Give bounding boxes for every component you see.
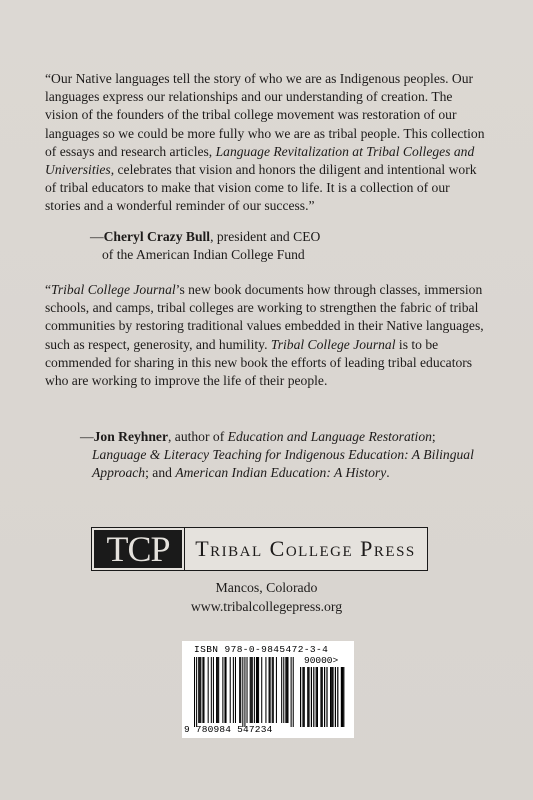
publisher-logo-mark: TCP — [92, 528, 184, 570]
barcode-bar — [194, 657, 195, 727]
barcode-bar — [244, 657, 245, 727]
barcode-bar — [233, 657, 234, 723]
barcode-bar — [273, 657, 274, 723]
barcode-bar — [247, 657, 248, 723]
attribution1-dash: — — [90, 229, 104, 244]
attribution-crazy-bull — [90, 228, 320, 264]
barcode-bar — [254, 657, 255, 723]
barcode-bar — [222, 657, 223, 723]
barcode-bar — [199, 657, 200, 723]
barcode-bar — [239, 657, 240, 723]
attribution2-dash: — — [80, 429, 94, 444]
quote-crazy-bull — [45, 70, 485, 216]
addon-bar — [330, 667, 331, 727]
attribution1-org: of the American Indian College Fund — [102, 247, 305, 263]
publisher-logo-name: Tribal College Press — [195, 536, 416, 561]
quote2-journal: Tribal College Journal — [51, 282, 176, 297]
barcode-bar — [202, 657, 203, 723]
barcode-bar — [269, 657, 270, 723]
barcode-bar — [281, 657, 282, 723]
barcode-bar — [258, 657, 259, 723]
isbn-barcode — [182, 641, 354, 738]
addon-bar — [302, 667, 303, 727]
attribution1-author: Cheryl Crazy Bull — [103, 229, 211, 244]
addon-bar — [341, 667, 342, 727]
barcode-bar — [226, 657, 227, 723]
barcode-bar — [256, 657, 257, 723]
attribution2-book3: American Indian Education: A History — [175, 465, 387, 481]
addon-bar — [335, 667, 336, 727]
barcode-bar — [213, 657, 214, 723]
barcode-bar — [211, 657, 212, 723]
attribution-reyhner — [80, 428, 500, 483]
attribution2-end: . — [386, 465, 390, 481]
addon-bar — [304, 667, 305, 727]
barcode-bar — [276, 657, 277, 723]
barcode-bar — [250, 657, 251, 723]
addon-bar — [320, 667, 321, 727]
barcode-bar — [200, 657, 201, 723]
addon-bar — [300, 667, 301, 727]
barcode-bar — [293, 657, 294, 727]
quote1-text-part2: , celebrates that vision and honors the diligent and intentional work of tribal educators to make that vision come to life. It is a collection of our stories and a wonderful reminder of our success.” — [45, 162, 477, 214]
barcode-bar — [270, 657, 271, 723]
barcode-digits: 9 780984 547234 — [184, 724, 273, 735]
quote2-text-part2: is to be commended for sharing in this new book the efforts of leading tribal educators who are working to improve the life of their people. — [45, 336, 473, 389]
addon-bar — [331, 667, 332, 727]
quote-reyhner — [45, 281, 485, 390]
addon-bar — [343, 667, 344, 727]
quote2-open-mark: “ — [45, 282, 52, 297]
barcode-bar — [286, 657, 287, 723]
barcode-bar — [218, 657, 219, 723]
addon-bar — [307, 667, 308, 727]
addon-bar — [308, 667, 309, 727]
attribution1-role: , president and CEO — [210, 229, 321, 244]
quote2-text-part1: ’s new book documents how through classes, immersion schools, and camps, tribal colleges are working to strengthen the fabric of tribal communities by restoring traditional values embedded in their Native languages, such as respect, generosity, and humility. — [45, 282, 484, 352]
barcode-bar — [224, 657, 225, 723]
quote1-book-title: Language Revitalization at Tribal Colleges and Universities — [45, 143, 475, 178]
price-code: 90000> — [304, 655, 339, 666]
addon-bar — [316, 667, 317, 727]
publisher-location: Mancos, Colorado — [215, 580, 318, 595]
addon-bar — [317, 667, 318, 727]
barcode-bar — [203, 657, 204, 723]
barcode-bar — [216, 657, 217, 723]
attribution2-sep1: ; — [431, 429, 436, 444]
barcode-bar — [283, 657, 284, 723]
barcode-bar — [251, 657, 252, 723]
attribution2-sep2: ; and — [145, 465, 176, 481]
addon-bar — [311, 667, 312, 727]
attribution2-book1: Education and Language Restoration — [227, 429, 432, 444]
barcode-bar — [285, 657, 286, 723]
barcode-bar — [235, 657, 236, 723]
quote1-text-part1: “Our Native languages tell the story of who we are as Indigenous peoples. Our languages express our relationships and our understanding of creation. The vision of the founders of the tribal college movement was restoration of our languages so we could be more fully who we are as tribal people. This collection of essays and research articles, — [45, 71, 485, 159]
barcode-bar — [265, 657, 266, 723]
barcode-bar — [217, 657, 218, 723]
barcode-bar — [261, 657, 262, 723]
quote2-journal-2: Tribal College Journal — [270, 336, 396, 352]
isbn-label: ISBN 978-0-9845472-3-4 — [194, 644, 329, 655]
attribution2-author: Jon Reyhner — [93, 429, 168, 444]
publisher-logo — [91, 527, 428, 571]
addon-bar — [326, 667, 327, 727]
barcode-bar — [196, 657, 197, 727]
barcode-bar — [242, 657, 243, 727]
addon-bar — [313, 667, 314, 727]
addon-bar — [322, 667, 323, 727]
barcode-bar — [257, 657, 258, 723]
barcode-bar — [198, 657, 199, 723]
addon-bar — [332, 667, 333, 727]
barcode-bar — [208, 657, 209, 723]
attribution2-role: , author of — [167, 429, 228, 444]
barcode-bar — [240, 657, 241, 723]
addon-bar — [342, 667, 343, 727]
barcode-bar — [291, 657, 292, 727]
barcode-bar — [287, 657, 288, 723]
addon-bar — [324, 667, 325, 727]
publisher-website: www.tribalcollegepress.org — [190, 599, 343, 614]
addon-bar — [337, 667, 338, 727]
barcode-bar — [230, 657, 231, 723]
barcode-bar — [252, 657, 253, 723]
attribution2-book2: Language & Literacy Teaching for Indigenous Education: A Bilingual Approach — [92, 447, 474, 481]
barcode-bar — [272, 657, 273, 723]
